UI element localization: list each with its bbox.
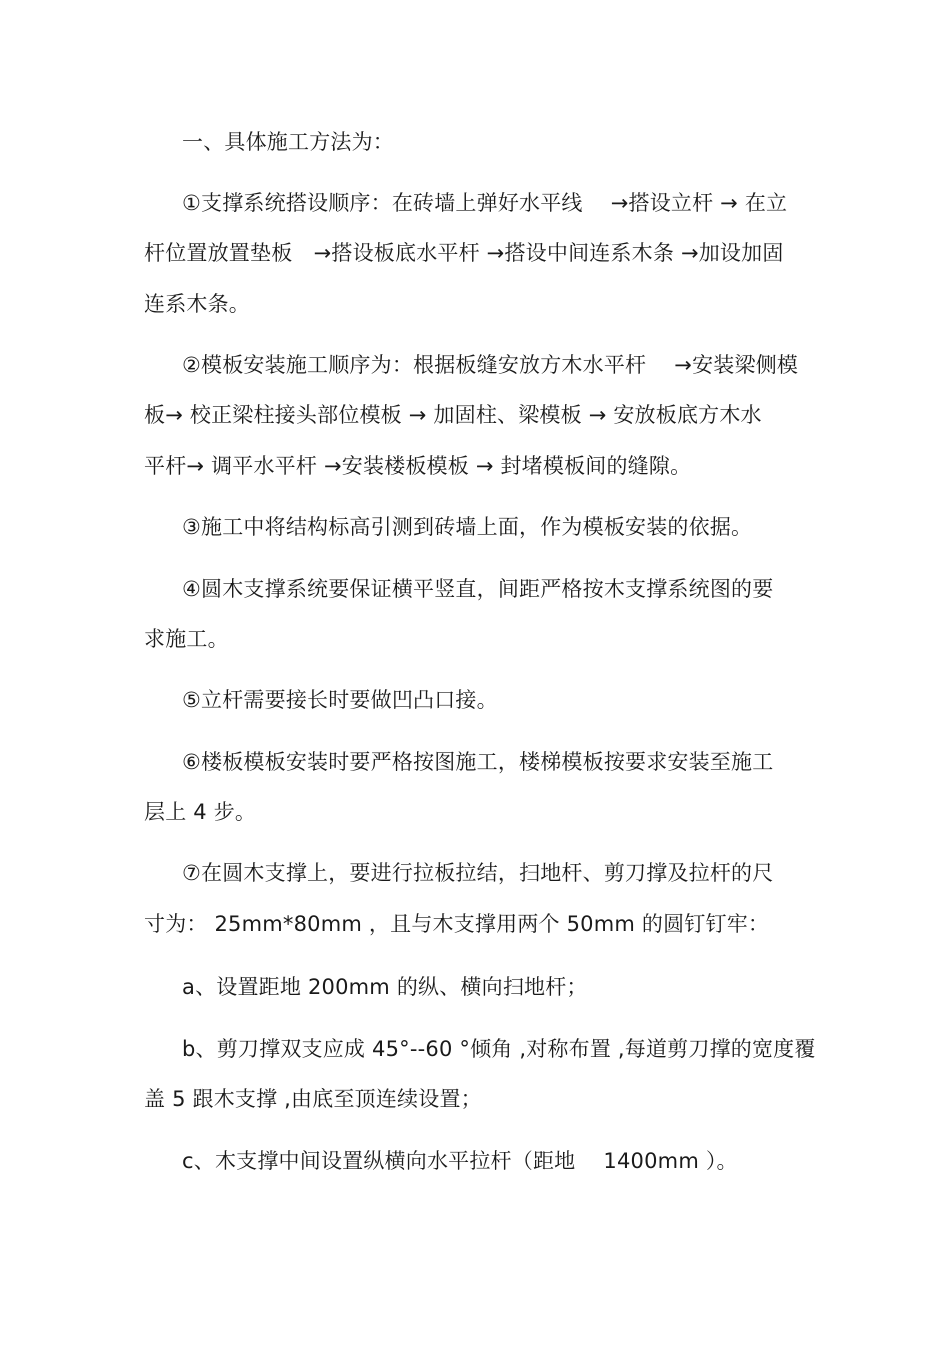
paragraph-6-line-2: 层上 4 步。 (144, 800, 257, 824)
paragraph-2-line-2: 板→ 校正梁柱接头部位模板 → 加固柱、梁模板 → 安放板底方木水 (144, 403, 762, 427)
item-c-line-1: c、木支撑中间设置纵横向水平拉杆（距地 1400mm ）。 (182, 1149, 738, 1173)
section-heading: 一、具体施工方法为： (182, 130, 394, 154)
paragraph-1-line-3: 连系木条。 (144, 292, 250, 316)
paragraph-1-line-1: ①支撑系统搭设顺序：在砖墙上弹好水平线 →搭设立杆 → 在立 (182, 191, 788, 215)
item-b-line-2: 盖 5 跟木支撑 ,由底至顶连续设置； (144, 1087, 482, 1111)
paragraph-4-line-2: 求施工。 (144, 627, 229, 651)
paragraph-4-line-1: ④圆木支撑系统要保证横平竖直，间距严格按木支撑系统图的要 (182, 577, 774, 601)
paragraph-1-line-2: 杆位置放置垫板 →搭设板底水平杆 →搭设中间连系木条 →加设加固 (144, 241, 784, 265)
item-b-line-1: b、剪刀撑双支应成 45°--60 °倾角 ,对称布置 ,每道剪刀撑的宽度覆 (182, 1037, 816, 1061)
item-a-line-1: a、设置距地 200mm 的纵、横向扫地杆； (182, 975, 588, 999)
paragraph-3-line-1: ③施工中将结构标高引测到砖墙上面，作为模板安装的依据。 (182, 515, 753, 539)
paragraph-7-line-1: ⑦在圆木支撑上，要进行拉板拉结，扫地杆、剪刀撑及拉杆的尺 (182, 861, 774, 885)
paragraph-5-line-1: ⑤立杆需要接长时要做凹凸口接。 (182, 688, 498, 712)
paragraph-2-line-3: 平杆→ 调平水平杆 →安装楼板模板 → 封堵模板间的缝隙。 (144, 454, 692, 478)
paragraph-2-line-1: ②模板安装施工顺序为：根据板缝安放方木水平杆 →安装梁侧模 (182, 353, 799, 377)
paragraph-7-line-2: 寸为： 25mm*80mm ，且与木支撑用两个 50mm 的圆钉钉牢： (144, 912, 770, 936)
paragraph-6-line-1: ⑥楼板模板安装时要严格按图施工，楼梯模板按要求安装至施工 (182, 750, 774, 774)
